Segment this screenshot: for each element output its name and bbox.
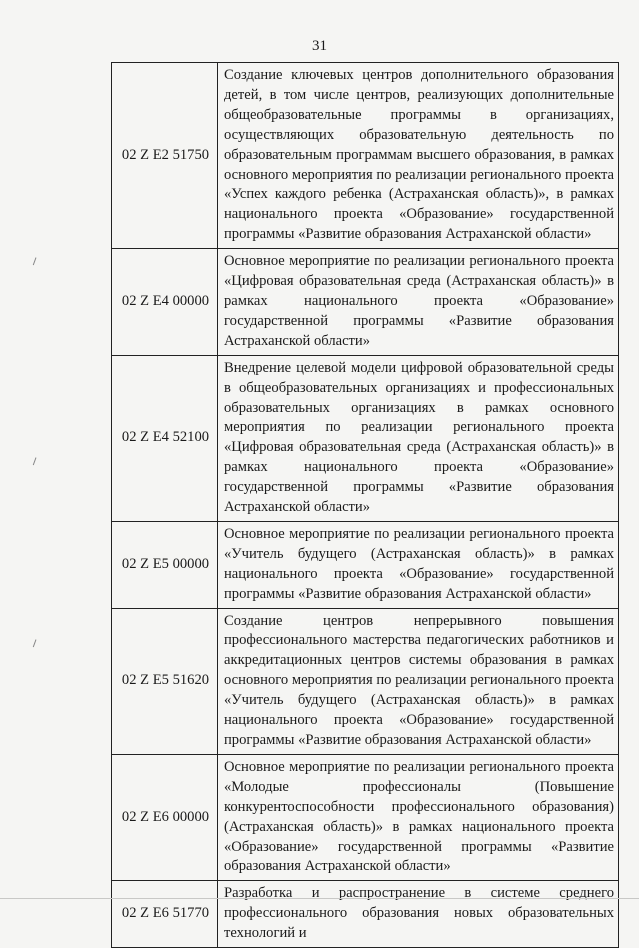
page-number: 31 <box>312 38 327 54</box>
code-description: Разработка и распространение в системе среднего профессионального образования новых образовательных технологий и <box>218 881 619 948</box>
code-description: Внедрение целевой модели цифровой образовательной среды в общеобразовательных организациях и профессиональных образовательных организациях в рамках основного мероприятия по реализации регионального проекта «Цифровая образовательная среда (Астраханская область)» в рамках национального проекта «Образование» государственной программы «Развитие образования Астраханской области» <box>218 355 619 521</box>
table-row <box>112 63 619 249</box>
code-description: Основное мероприятие по реализации регионального проекта «Учитель будущего (Астраханская область)» в рамках национального проекта «Образование» государственной программы «Развитие образования Астраханской области» <box>218 521 619 608</box>
code-description: Создание ключевых центров дополнительного образования детей, в том числе центров, реализующих дополнительные общеобразовательные программы в организациях, осуществляющих образовательную деятельность по образовательным программам высшего образования, в рамках основного мероприятия по реализации регионального проекта «Успех каждого ребенка (Астраханская область)», в рамках национального проекта «Образование» государственной программы «Развитие образования Астраханской области» <box>218 63 619 249</box>
classification-code: 02 Z E5 00000 <box>112 521 218 608</box>
table-row <box>112 355 619 521</box>
classification-code: 02 Z E2 51750 <box>112 63 218 249</box>
code-description: Основное мероприятие по реализации регионального проекта «Молодые профессионалы (Повышение конкурентоспособности профессионального образования) (Астраханская область)» в рамках национального проекта «Образование» государственной программы «Развитие образования Астраханской области» <box>218 754 619 880</box>
scan-artifact <box>33 257 40 266</box>
budget-code-table <box>111 62 619 948</box>
scan-artifact <box>33 639 40 648</box>
table-row <box>112 881 619 948</box>
code-description: Создание центров непрерывного повышения профессионального мастерства педагогических работников и аккредитационных центров системы образования в рамках основного мероприятия по реализации регионального проекта «Учитель будущего (Астраханская область)» в рамках национального проекта «Образование» государственной программы «Развитие образования Астраханской области» <box>218 608 619 754</box>
classification-code: 02 Z E4 52100 <box>112 355 218 521</box>
classification-code: 02 Z E4 00000 <box>112 249 218 356</box>
table-row <box>112 754 619 880</box>
table-row <box>112 608 619 754</box>
table-row <box>112 249 619 356</box>
classification-code: 02 Z E6 00000 <box>112 754 218 880</box>
classification-code: 02 Z E5 51620 <box>112 608 218 754</box>
table-row <box>112 521 619 608</box>
code-description: Основное мероприятие по реализации регионального проекта «Цифровая образовательная среда (Астраханская область)» в рамках национального проекта «Образование» государственной программы «Развитие образования Астраханской области» <box>218 249 619 356</box>
page-edge-line <box>0 898 639 899</box>
scan-artifact <box>33 457 40 466</box>
classification-code: 02 Z E6 51770 <box>112 881 218 948</box>
